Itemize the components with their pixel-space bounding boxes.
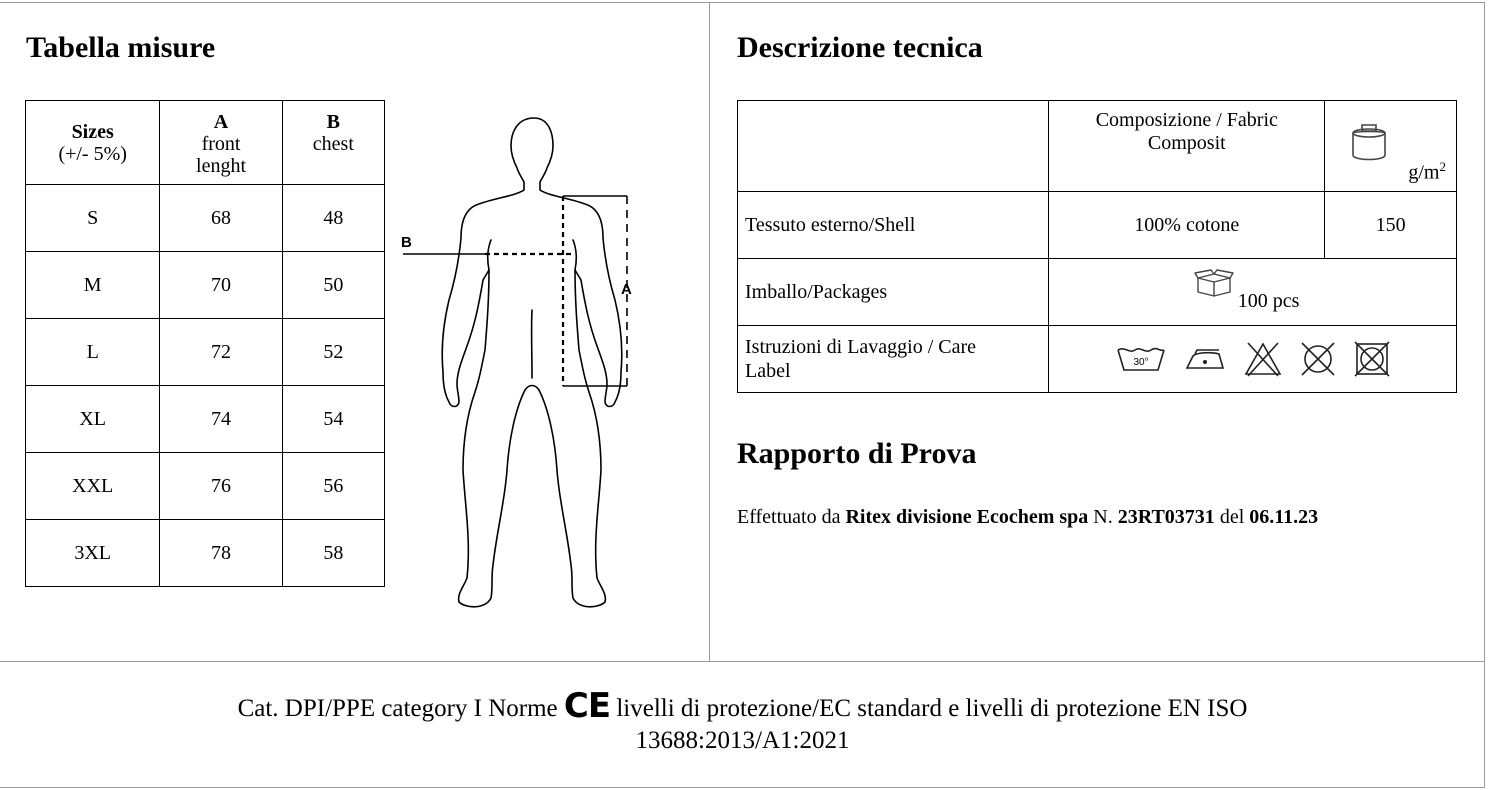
a-cell: 74 xyxy=(160,386,282,453)
wash-temp: 30° xyxy=(1133,357,1149,368)
sizes-tolerance: (+/- 5%) xyxy=(58,143,127,165)
size-cell: S xyxy=(26,185,160,252)
footer-text-after: livelli di protezione/EC standard e livelli di protezione EN ISO xyxy=(616,695,1248,722)
composition-header xyxy=(1049,101,1325,192)
table-row xyxy=(26,453,385,520)
technical-header-row xyxy=(738,101,1457,192)
frame-bottom-line xyxy=(0,787,1485,788)
header-sizes xyxy=(26,101,160,185)
a-cell: 68 xyxy=(160,185,282,252)
a-cell: 78 xyxy=(160,520,282,587)
empty-header-cell xyxy=(738,101,1049,192)
frame-right-line xyxy=(1484,2,1485,788)
table-row xyxy=(26,386,385,453)
a-cell: 76 xyxy=(160,453,282,520)
report-number: 23RT03731 xyxy=(1117,506,1215,528)
table-row xyxy=(26,252,385,319)
table-row xyxy=(738,192,1457,259)
wash-30-icon xyxy=(1115,344,1167,374)
care-icons-row xyxy=(1049,340,1456,378)
packages-wrap xyxy=(1188,264,1318,314)
a-line1: front xyxy=(201,133,241,155)
a-line2: lenght xyxy=(196,155,247,177)
b-cell: 54 xyxy=(282,386,384,453)
composition-header-line2: Composit xyxy=(1147,132,1226,154)
b-cell: 48 xyxy=(282,185,384,252)
size-cell: 3XL xyxy=(26,520,160,587)
report-lab: Ritex divisione Ecochem spa xyxy=(845,506,1089,528)
technical-title: Descrizione tecnica xyxy=(737,31,983,64)
size-cell: M xyxy=(26,252,160,319)
table-row xyxy=(26,185,385,252)
table-row xyxy=(26,520,385,587)
frame-footer-divider xyxy=(0,661,1485,662)
header-b xyxy=(282,101,384,185)
a-cell: 70 xyxy=(160,252,282,319)
b-cell: 52 xyxy=(282,319,384,386)
table-row xyxy=(738,259,1457,326)
packages-cell xyxy=(1049,259,1457,326)
b-line1: chest xyxy=(312,133,354,155)
b-letter: B xyxy=(326,111,341,133)
weight-icon xyxy=(1347,115,1391,163)
iron-low-icon xyxy=(1183,344,1227,374)
a-marker-label: A xyxy=(621,281,632,298)
care-icons-cell xyxy=(1049,326,1457,393)
size-cell: L xyxy=(26,319,160,386)
packages-label: Imballo/Packages xyxy=(738,259,1049,326)
footer xyxy=(0,686,1485,757)
shell-label: Tessuto esterno/Shell xyxy=(738,192,1049,259)
table-row xyxy=(26,319,385,386)
b-cell: 58 xyxy=(282,520,384,587)
size-cell: XXL xyxy=(26,453,160,520)
report-prefix: Effettuato da xyxy=(737,506,841,528)
size-chart-title: Tabella misure xyxy=(26,31,216,64)
report-number-prefix: N. xyxy=(1093,506,1113,528)
no-bleach-icon xyxy=(1243,340,1283,378)
weight-unit xyxy=(1408,159,1446,185)
report-text xyxy=(737,506,1318,529)
table-row xyxy=(738,326,1457,393)
header-a xyxy=(160,101,282,185)
care-label-line1: Istruzioni di Lavaggio / Care xyxy=(745,336,977,358)
size-table-header-row xyxy=(26,101,385,185)
weight-unit-base: g/m xyxy=(1408,162,1440,184)
body-outline xyxy=(442,118,622,607)
shell-weight: 150 xyxy=(1325,192,1457,259)
a-cell: 72 xyxy=(160,319,282,386)
report-title: Rapporto di Prova xyxy=(737,437,977,470)
footer-text-before: Cat. DPI/PPE category I Norme xyxy=(237,695,558,722)
ce-mark: CE xyxy=(563,686,611,726)
b-cell: 50 xyxy=(282,252,384,319)
packages-value: 100 pcs xyxy=(1237,290,1300,312)
care-label xyxy=(738,326,1049,393)
size-cell: XL xyxy=(26,386,160,453)
no-tumble-dry-icon xyxy=(1353,340,1391,378)
no-dry-clean-icon xyxy=(1299,340,1337,378)
size-table xyxy=(25,100,385,587)
frame-top-line xyxy=(0,2,1485,3)
composition-header-line1: Composizione / Fabric xyxy=(1095,109,1278,131)
report-date: 06.11.23 xyxy=(1249,506,1319,528)
b-cell: 56 xyxy=(282,453,384,520)
sizes-label: Sizes xyxy=(71,121,114,143)
footer-standard: 13688:2013/A1:2021 xyxy=(635,727,850,754)
frame-column-divider xyxy=(709,2,710,661)
care-label-line2: Label xyxy=(745,360,791,382)
weight-unit-exponent: 2 xyxy=(1439,159,1446,175)
box-icon xyxy=(1194,268,1234,298)
body-measurement-figure xyxy=(395,110,650,620)
a-letter: A xyxy=(213,111,229,133)
measurement-lines xyxy=(403,196,627,386)
weight-header xyxy=(1325,101,1457,192)
b-marker-label: B xyxy=(401,234,412,251)
technical-table xyxy=(737,100,1457,393)
shell-composition: 100% cotone xyxy=(1049,192,1325,259)
report-date-prefix: del xyxy=(1219,506,1245,528)
